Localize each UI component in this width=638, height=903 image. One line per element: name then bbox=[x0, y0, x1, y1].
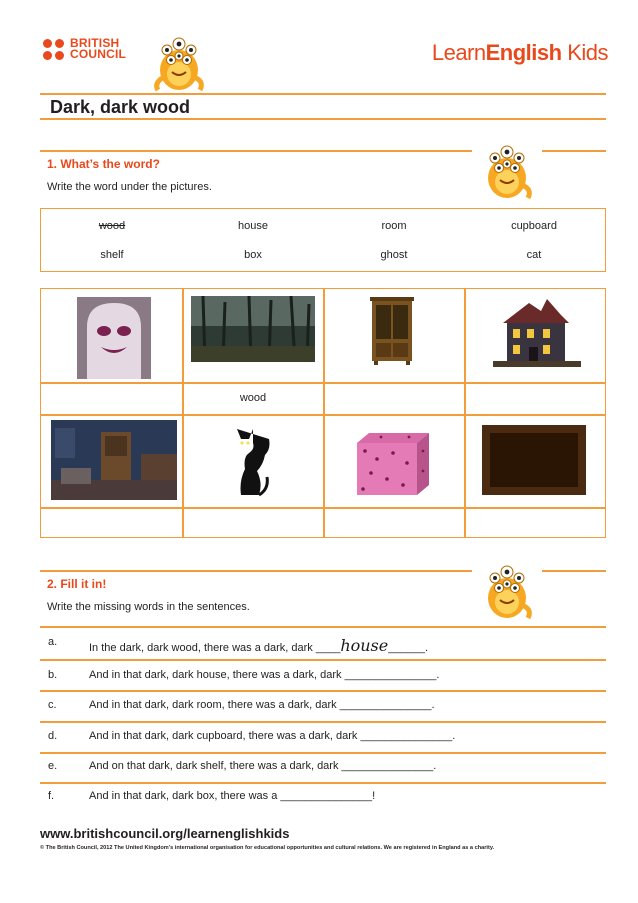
section1-instruction: Write the word under the pictures. bbox=[47, 181, 212, 193]
box-picture bbox=[353, 431, 433, 497]
sentence-d: And in that dark, dark cupboard, there was a dark, dark _______________. bbox=[89, 730, 456, 742]
ghost-picture bbox=[77, 297, 151, 379]
british-council-logo bbox=[43, 38, 126, 60]
monster-mascot-icon bbox=[478, 138, 536, 202]
black-cat-picture bbox=[229, 425, 273, 499]
wood-picture bbox=[191, 296, 315, 362]
sentence-letter: d. bbox=[48, 730, 58, 742]
word-bank bbox=[40, 208, 606, 272]
word-bank-item: cat bbox=[526, 249, 542, 261]
word-bank-item: cupboard bbox=[511, 220, 557, 232]
haunted-house-picture bbox=[489, 297, 581, 369]
handwritten-answer: house bbox=[340, 636, 389, 655]
sentence-letter: b. bbox=[48, 669, 58, 681]
word-bank-item: ghost bbox=[380, 249, 408, 261]
monster-mascot-icon bbox=[150, 30, 208, 94]
title-underline bbox=[40, 118, 606, 120]
section2-rule-right bbox=[542, 570, 606, 572]
word-bank-item: room bbox=[381, 220, 407, 232]
section2-heading: 2. Fill it in! bbox=[47, 577, 107, 591]
section1-rule-right bbox=[542, 150, 606, 152]
word-bank-item: house bbox=[238, 220, 268, 232]
section2-rule-left bbox=[40, 570, 472, 572]
word-bank-item: box bbox=[244, 249, 262, 261]
page-title: Dark, dark wood bbox=[50, 97, 191, 117]
sentence-e: And on that dark, dark shelf, there was a dark, dark _______________. bbox=[89, 760, 437, 772]
room-picture bbox=[51, 420, 177, 500]
sentence-b: And in that dark, dark house, there was a dark, dark _______________. bbox=[89, 669, 440, 681]
cupboard-picture bbox=[368, 297, 416, 365]
learnenglish-kids-logo: LearnEnglish Kids bbox=[431, 40, 608, 65]
grid-answer-wood: wood bbox=[239, 392, 267, 404]
section1-heading: 1. What’s the word? bbox=[47, 157, 160, 171]
footer-copyright: © The British Council, 2012 The United Kingdom’s international organisation for educational opportunities and cultural relations. We are registered in England as a charity. bbox=[40, 845, 495, 851]
footer-url: www.britishcouncil.org/learnenglishkids bbox=[40, 826, 290, 841]
word-bank-item: shelf bbox=[100, 249, 124, 261]
header-divider bbox=[40, 93, 606, 95]
british-council-dots-icon bbox=[43, 39, 64, 60]
word-bank-item: wood bbox=[98, 220, 126, 232]
section2-instruction: Write the missing words in the sentences. bbox=[47, 601, 250, 613]
sentence-a: In the dark, dark wood, there was a dark, dark ____house______. bbox=[89, 636, 428, 655]
shelf-picture bbox=[482, 425, 586, 495]
sentence-letter: f. bbox=[48, 790, 55, 802]
sentence-c: And in that dark, dark room, there was a dark, dark _______________. bbox=[89, 699, 435, 711]
sentence-f: And in that dark, dark box, there was a _______________! bbox=[89, 790, 376, 802]
monster-mascot-icon bbox=[478, 558, 536, 622]
sentence-letter: e. bbox=[48, 760, 58, 772]
british-council-line1: BRITISH bbox=[70, 36, 120, 50]
picture-grid bbox=[40, 288, 606, 538]
section1-rule-left bbox=[40, 150, 472, 152]
sentence-letter: c. bbox=[48, 699, 57, 711]
british-council-line2: COUNCIL bbox=[70, 47, 127, 61]
sentence-letter: a. bbox=[48, 636, 58, 648]
